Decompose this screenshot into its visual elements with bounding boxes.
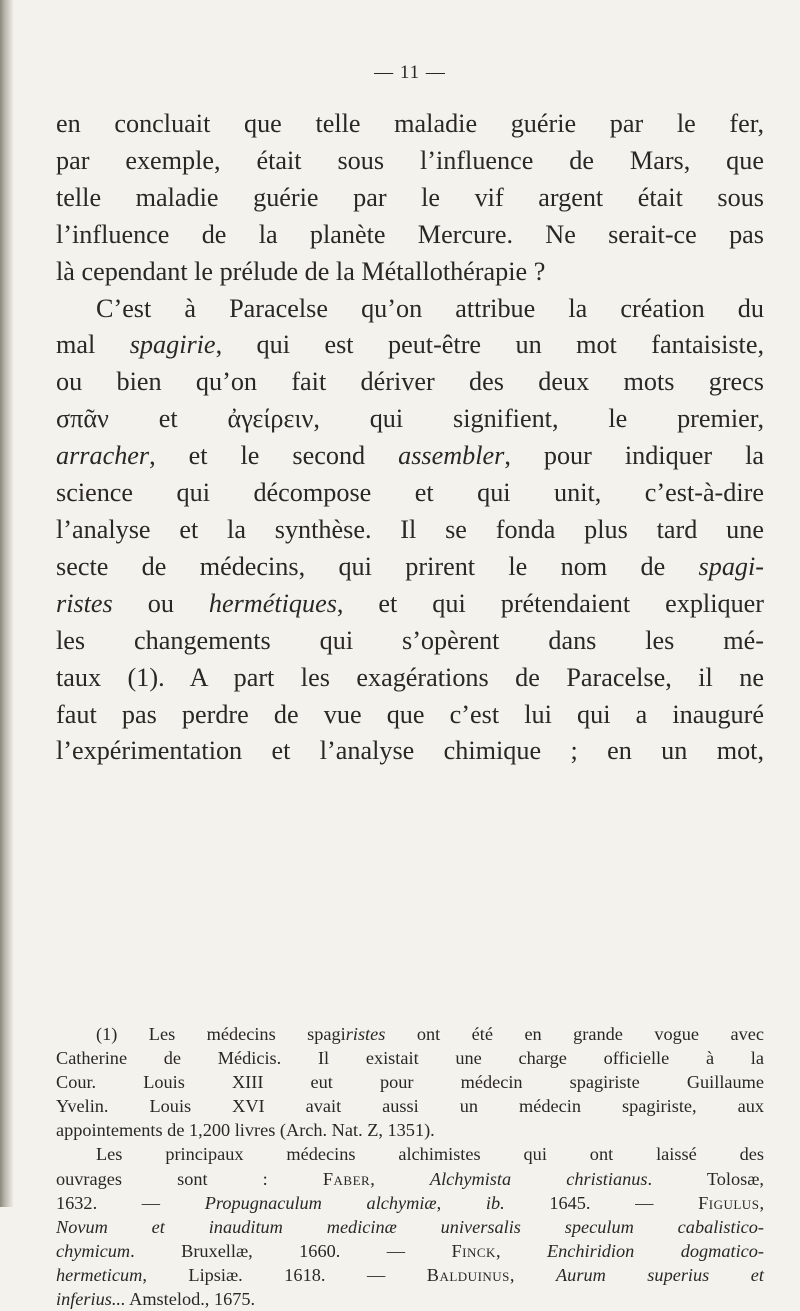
book-spine-shadow [0,0,14,1207]
text-line: ou bien qu’on fait dériver des deux mots grecs [56,367,764,397]
text-line: l’influence de la planète Mercure. Ne serait-ce pas [56,219,764,249]
footnote-line: hermeticum, Lipsiæ. 1618. — Balduinus, Aurum superius et [56,1264,764,1285]
text-line: ristes ou hermétiques, et qui prétendaient expliquer [56,588,765,618]
footnotes [56,1022,764,1311]
text-line: l’expérimentation et l’analyse chimique ; en un mot, [56,736,764,766]
text-line: faut pas perdre de vue que c’est lui qui a inauguré [56,699,764,729]
text-line: C’est à Paracelse qu’on attribue la création du [96,293,764,323]
footnote-line: Yvelin. Louis XVI avait aussi un médecin spagiriste, aux [56,1096,764,1117]
footnote-line: ouvrages sont : Faber, Alchymista christianus. Tolosæ, [56,1168,764,1189]
text-line: là cependant le prélude de la Métallothérapie ? [56,256,546,286]
text-line: mal spagirie, qui est peut-être un mot fantaisiste, [56,330,764,360]
text-line: taux (1). A part les exagérations de Paracelse, il ne [56,662,764,692]
footnote-line: 1632. — Propugnaculum alchymiæ, ib. 1645. — Figulus, [56,1192,765,1213]
text-line: secte de médecins, qui prirent le nom de spagi- [56,551,764,581]
footnote-line: (1) Les médecins spagiristes ont été en grande vogue avec [96,1024,764,1044]
main-text [56,106,764,770]
footnote-line: Novum et inauditum medicinæ universalis speculum cabalistico- [56,1216,764,1237]
text-line: en concluait que telle maladie guérie par le fer, [56,109,764,138]
text-line: l’analyse et la synthèse. Il se fonda plus tard une [56,514,764,544]
footnote-line: Catherine de Médicis. Il existait une charge officielle à la [56,1048,764,1069]
text-line: par exemple, était sous l’influence de Mars, que [56,145,764,175]
footnote-line: chymicum. Bruxellæ, 1660. — Finck, Enchiridion dogmatico- [56,1240,764,1261]
footnote-line: Cour. Louis XIII eut pour médecin spagiriste Guillaume [56,1072,764,1093]
footnote-line: Les principaux médecins alchimistes qui ont laissé des [96,1144,764,1165]
text-line: σπᾶν et ἀγείρειν, qui signifient, le premier, [56,404,764,434]
footnote-line: appointements de 1,200 livres (Arch. Nat. Z, 1351). [56,1120,435,1141]
footnote-line: inferius... Amstelod., 1675. [56,1289,256,1310]
text-line: science qui décompose et qui unit, c’est-à-dire [56,478,764,508]
page-number: — 11 — [374,62,446,83]
text-line: arracher, et le second assembler, pour indiquer la [56,441,764,471]
text-line: telle maladie guérie par le vif argent était sous [56,182,764,212]
text-line: les changements qui s’opèrent dans les mé- [56,625,764,655]
